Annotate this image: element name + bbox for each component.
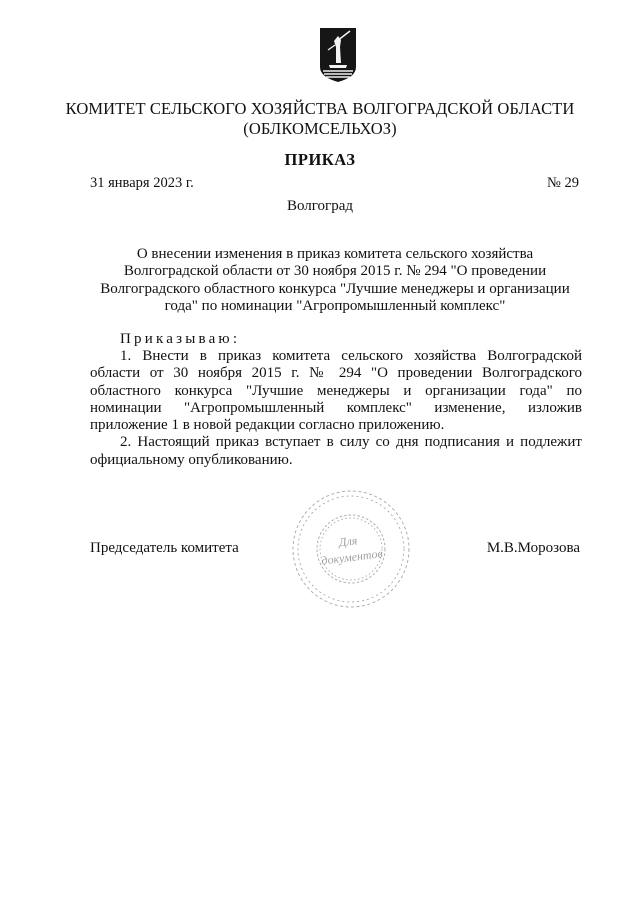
official-stamp [286,484,416,614]
document-number: № 29 [547,175,579,191]
document-date: 31 января 2023 г. [90,175,194,191]
organization-abbreviation: (ОБЛКОМСЕЛЬХОЗ) [243,119,397,138]
order-body [90,348,582,469]
signatory-position: Председатель комитета [90,540,239,556]
stamp-text-line1: Для [338,533,359,550]
organization-name: КОМИТЕТ СЕЛЬСКОГО ХОЗЯЙСТВА ВОЛГОГРАДСКОЙ ОБЛАСТИ [65,99,575,118]
stamp-text-line2: документов [320,546,384,568]
order-item: 1. Внести в приказ комитета сельского хозяйства Волгоградской области от 30 ноября 2015 г. № 294 "О проведении Волгоградского областного конкурса "Лучшие менеджеры и организации года" по номинации "Агропромышленный комплекс" изменение, изложив приложение 1 в новой редакции согласно приложению. [90,348,582,434]
document-subject: О внесении изменения в приказ комитета сельского хозяйства Волгоградской области от 30 ноября 2015 г. № 294 "О проведении Волгоградского областного конкурса "Лучшие менеджеры и организации года" по номинации "Агропромышленный комплекс" [100,246,570,314]
document-city: Волгоград [286,198,353,214]
document-title: ПРИКАЗ [284,150,356,169]
signatory-name: М.В.Морозова [486,540,580,556]
coat-of-arms-icon [319,27,357,83]
order-word: Приказываю: [120,331,241,347]
order-item: 2. Настоящий приказ вступает в силу со дня подписания и подлежит официальному опубликованию. [90,434,582,468]
